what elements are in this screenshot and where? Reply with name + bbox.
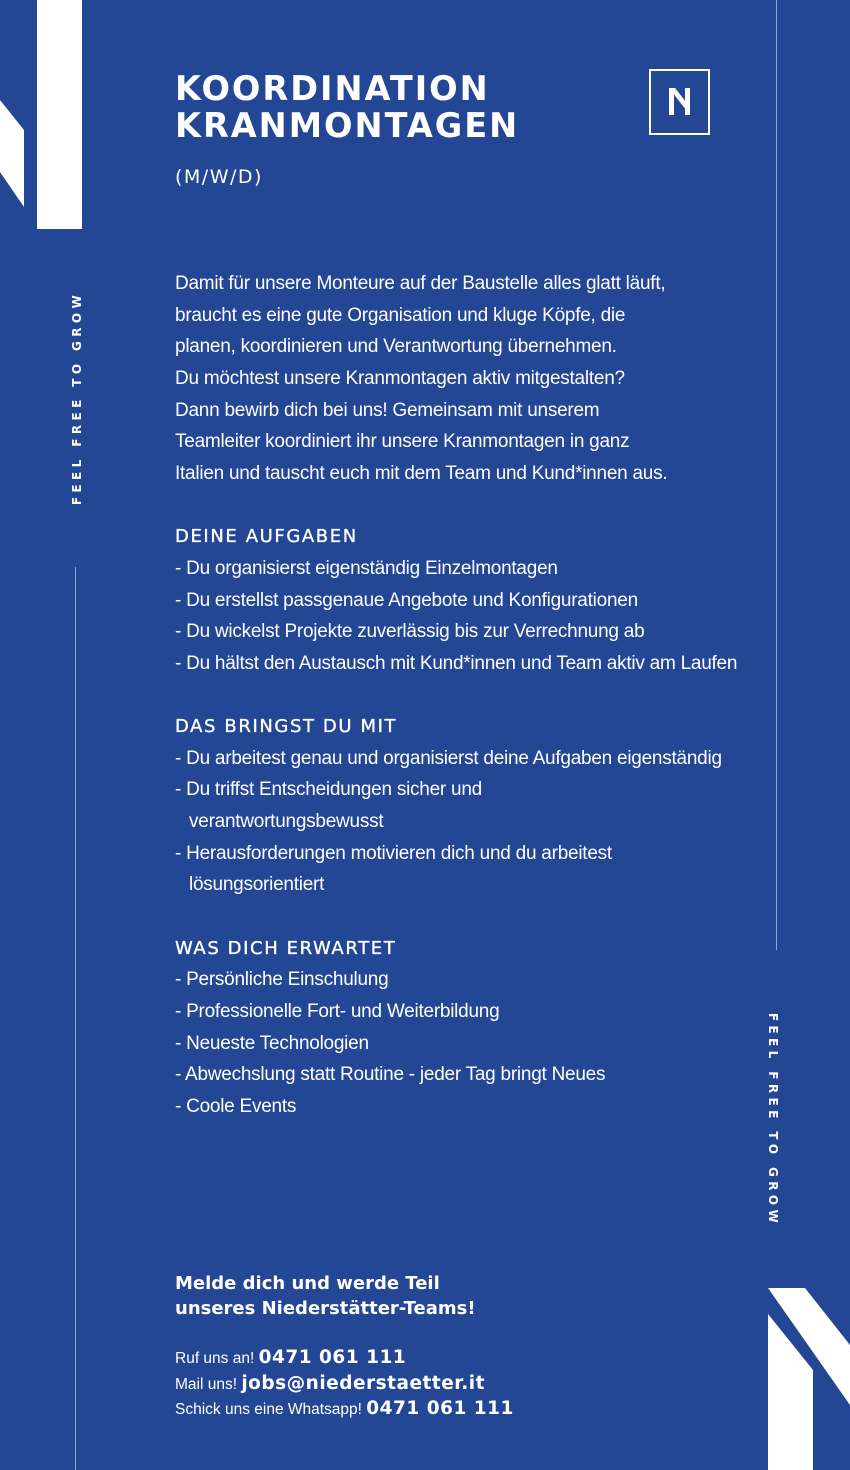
- intro-line: Dann bewirb dich bei uns! Gemeinsam mit unserem: [175, 399, 600, 421]
- intro-line: Teamleiter koordiniert ihr unsere Kranmontagen in ganz: [175, 431, 630, 453]
- job-title: [175, 70, 519, 144]
- list-item: - Abwechslung statt Routine - jeder Tag bringt Neues: [175, 1064, 606, 1086]
- contact-label: Ruf uns an!: [175, 1350, 259, 1367]
- list-item: - Du wickelst Projekte zuverlässig bis zur Verrechnung ab: [175, 621, 645, 643]
- brand-n-shape-bottom-right: [760, 1280, 850, 1470]
- rule-left: [75, 567, 76, 1470]
- contact-block: [175, 1346, 514, 1423]
- cta-line: Melde dich und werde Teil: [175, 1273, 440, 1294]
- contact-phone: [175, 1346, 514, 1372]
- rule-right: [776, 0, 777, 950]
- whatsapp-number-link[interactable]: 0471 061 111: [366, 1398, 514, 1419]
- contact-label: Mail uns!: [175, 1375, 242, 1393]
- side-slogan-right: FEEL FREE TO GROW: [766, 1012, 780, 1228]
- cta-line: unseres Niederstätter-Teams!: [175, 1297, 476, 1319]
- intro-line: Damit für unsere Monteure auf der Baustelle alles glatt läuft,: [175, 273, 666, 294]
- list-item: - Du erstellst passgenaue Angebote und Konfigurationen: [175, 589, 638, 611]
- job-title-line: KOORDINATION: [175, 69, 490, 108]
- intro-line: Italien und tauscht euch mit dem Team und Kund*innen aus.: [175, 462, 668, 484]
- call-to-action: [175, 1272, 476, 1321]
- intro-line: Du möchtest unsere Kranmontagen aktiv mitgestalten?: [175, 367, 625, 389]
- list-item: - Du arbeitest genau und organisierst deine Aufgaben eigenständig: [175, 747, 722, 769]
- brand-n-shape-top-left: [0, 0, 90, 235]
- task-list: [175, 553, 745, 680]
- side-slogan-left: FEEL FREE TO GROW: [70, 290, 84, 506]
- phone-number-link[interactable]: 0471 061 111: [258, 1347, 407, 1368]
- logo-n-icon: [651, 71, 708, 133]
- intro-line: braucht es eine gute Organisation und kluge Köpfe, die: [175, 304, 626, 326]
- benefit-list: [175, 964, 745, 1122]
- email-link[interactable]: jobs@niederstaetter.it: [241, 1372, 485, 1394]
- intro-paragraph: [175, 268, 745, 490]
- job-content: [175, 268, 745, 1123]
- list-item: - Neueste Technologien: [175, 1032, 369, 1054]
- list-item: - Du triffst Entscheidungen sicher und verantwortungsbewusst: [175, 779, 482, 833]
- contact-email: [175, 1372, 514, 1398]
- job-gender-tag: (M/W/D): [175, 166, 263, 188]
- section-heading-benefits: WAS DICH ERWARTET: [175, 937, 397, 959]
- list-item: - Persönliche Einschulung: [175, 969, 389, 991]
- intro-line: planen, koordinieren und Verantwortung übernehmen.: [175, 336, 617, 358]
- list-item: - Professionelle Fort- und Weiterbildung: [175, 1001, 500, 1023]
- section-heading-tasks: DEINE AUFGABEN: [175, 526, 358, 548]
- list-item: - Herausforderungen motivieren dich und du arbeitest lösungsorientiert: [175, 842, 612, 896]
- list-item: - Du organisierst eigenständig Einzelmontagen: [175, 557, 558, 579]
- company-logo: [649, 69, 710, 135]
- list-item: - Du hältst den Austausch mit Kund*innen und Team aktiv am Laufen: [175, 652, 738, 674]
- list-item: - Coole Events: [175, 1096, 297, 1118]
- section-heading-requirements: DAS BRINGST DU MIT: [175, 716, 398, 738]
- requirement-list: [175, 743, 745, 901]
- contact-label: Schick uns eine Whatsapp!: [175, 1401, 367, 1418]
- job-title-line: KRANMONTAGEN: [175, 106, 520, 145]
- contact-whatsapp: [175, 1397, 514, 1423]
